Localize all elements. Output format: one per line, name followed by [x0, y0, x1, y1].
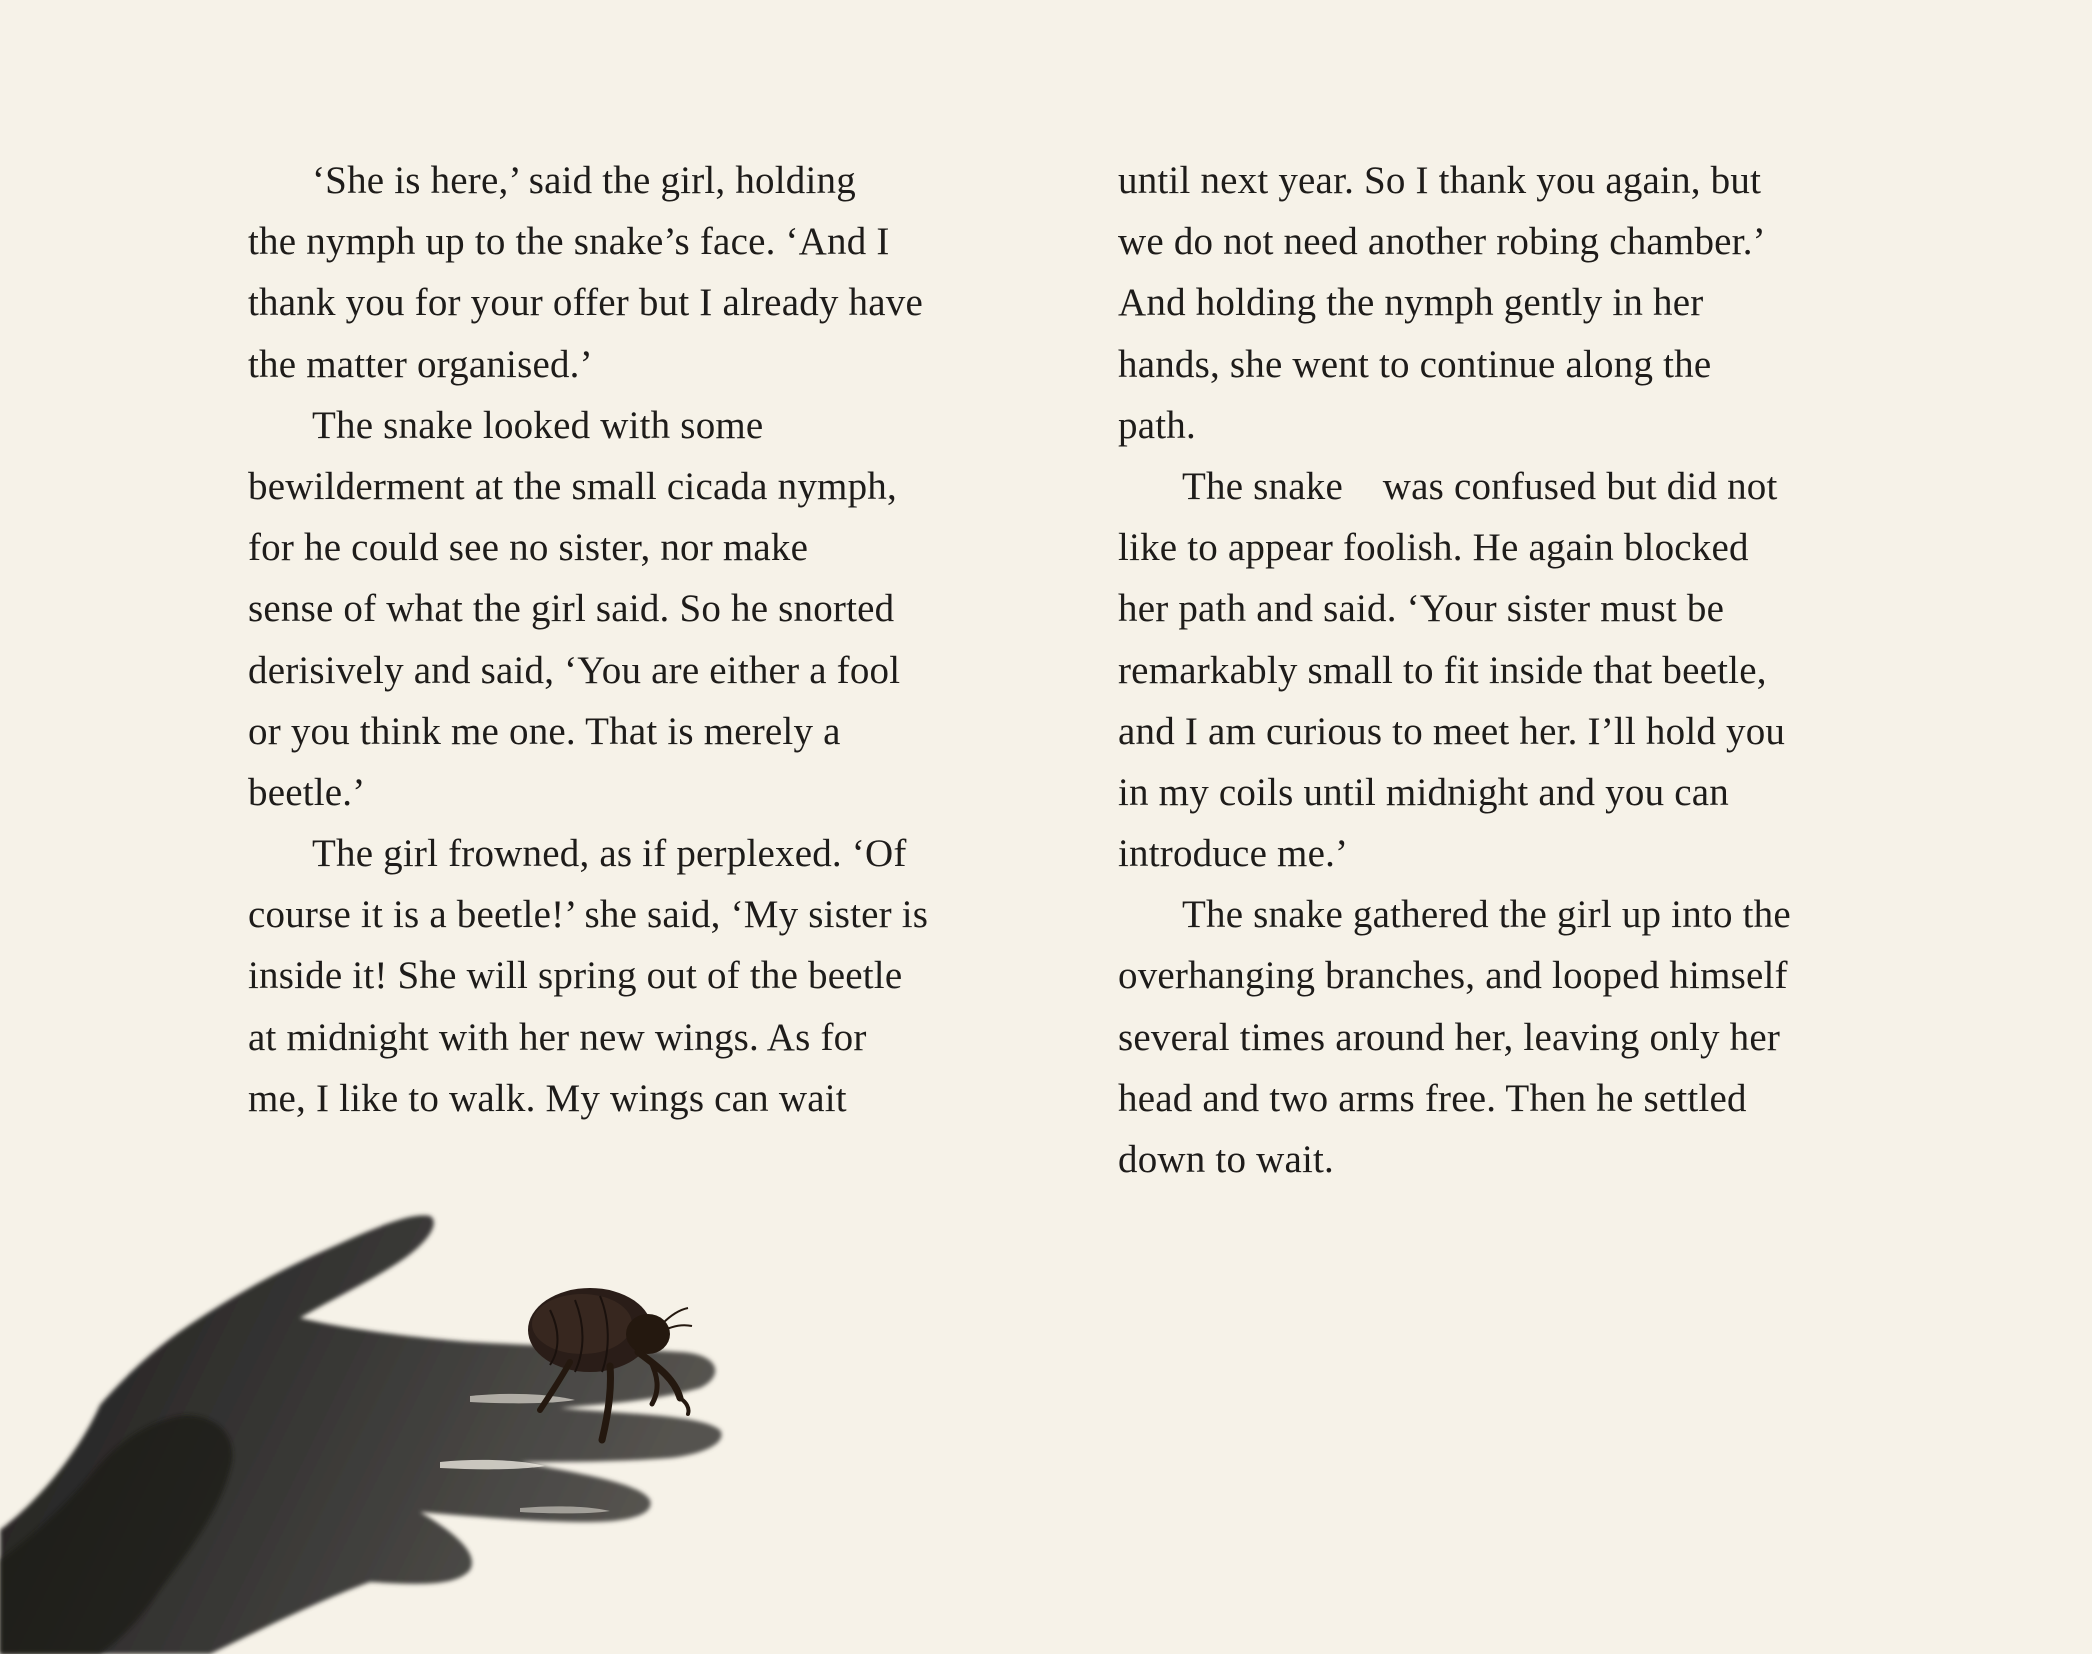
text-line: bewilderment at the small cicada nymph,: [248, 464, 897, 508]
text-line: me, I like to walk. My wings can wait: [248, 1076, 847, 1120]
text-line: The snake gathered the girl up into the: [1182, 893, 1791, 937]
text-line: beetle.’: [248, 770, 366, 814]
text-line: several times around her, leaving only her: [1118, 1015, 1781, 1059]
text-line: The snake was confused but did not: [1182, 464, 1778, 508]
text-line: like to appear foolish. He again blocked: [1118, 526, 1749, 570]
text-line: overhanging branches, and looped himself: [1118, 954, 1788, 998]
text-line: and I am curious to meet her. I’ll hold you: [1118, 709, 1786, 753]
text-line: remarkably small to fit inside that beetle,: [1118, 648, 1767, 692]
text-line: hands, she went to continue along the: [1118, 342, 1712, 386]
left-page-text: [248, 150, 1008, 1129]
text-line: The girl frowned, as if perplexed. ‘Of: [312, 832, 907, 876]
text-line: course it is a beetle!’ she said, ‘My sister is: [248, 893, 929, 937]
text-line: sense of what the girl said. So he snorted: [248, 587, 895, 631]
text-line: until next year. So I thank you again, but: [1118, 159, 1762, 202]
text-line: down to wait.: [1118, 1138, 1334, 1181]
text-line: the matter organised.’: [248, 342, 593, 386]
text-line: introduce me.’: [1118, 832, 1349, 876]
text-line: for he could see no sister, nor make: [248, 526, 809, 570]
text-line: head and two arms free. Then he settled: [1118, 1076, 1747, 1120]
text-line: at midnight with her new wings. As for: [248, 1015, 867, 1059]
hand-with-nymph-illustration: [0, 1200, 760, 1654]
text-line: the nymph up to the snake’s face. ‘And I: [248, 220, 890, 264]
text-line: her path and said. ‘Your sister must be: [1118, 587, 1725, 631]
text-line: inside it! She will spring out of the beetle: [248, 954, 903, 998]
ink-hand-icon: [0, 1215, 722, 1654]
text-line: we do not need another robing chamber.’: [1118, 220, 1766, 264]
text-line: path.: [1118, 403, 1196, 447]
text-line: And holding the nymph gently in her: [1118, 281, 1704, 325]
text-line: ‘She is here,’ said the girl, holding: [312, 159, 856, 202]
text-line: or you think me one. That is merely a: [248, 709, 841, 753]
text-line: thank you for your offer but I already have: [248, 281, 923, 325]
right-page-text: [1118, 150, 1898, 1190]
text-line: derisively and said, ‘You are either a fool: [248, 648, 901, 692]
text-line: in my coils until midnight and you can: [1118, 770, 1729, 814]
text-line: The snake looked with some: [312, 403, 764, 447]
